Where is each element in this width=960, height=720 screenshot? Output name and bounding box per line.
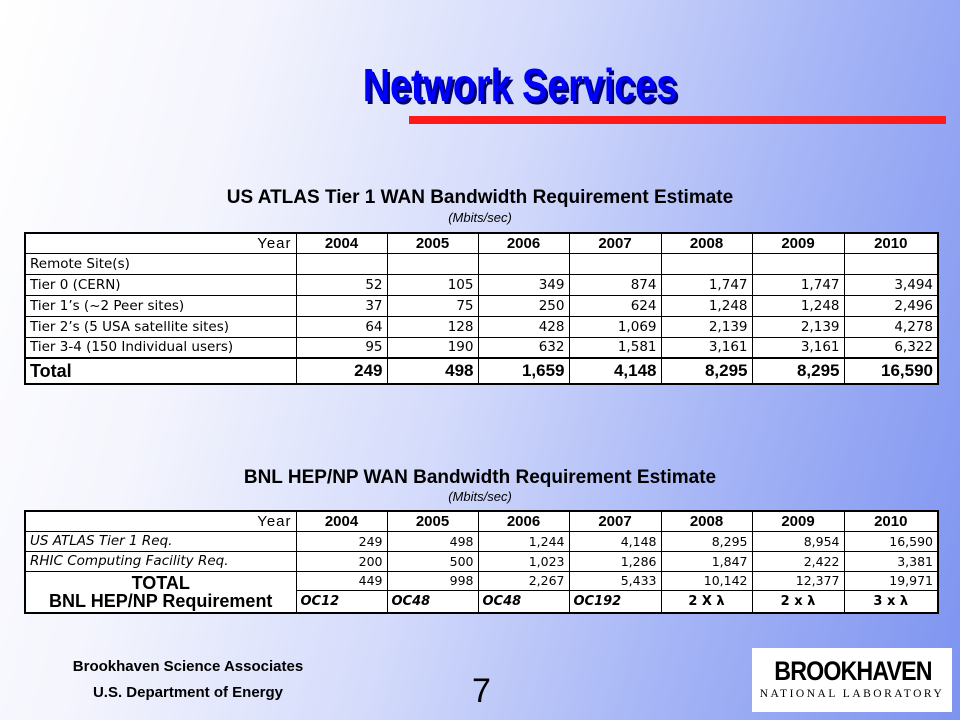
value-cell: 200 — [296, 551, 387, 571]
section-label: Remote Site(s) — [25, 253, 296, 274]
table1-year-row — [25, 233, 938, 253]
value-cell: 2,496 — [844, 295, 938, 316]
year-cell: 2005 — [387, 233, 478, 253]
total-cell: 16,590 — [844, 358, 938, 384]
year-cell: 2008 — [661, 511, 752, 531]
circuit-cell: OC48 — [387, 591, 478, 613]
value-cell: 6,322 — [844, 337, 938, 358]
total-cell: 10,142 — [661, 571, 752, 591]
year-cell: 2004 — [296, 233, 387, 253]
page-number: 7 — [472, 672, 491, 710]
year-cell: 2004 — [296, 511, 387, 531]
value-cell: 874 — [569, 274, 661, 295]
total-cell: 8,295 — [752, 358, 844, 384]
circuit-cell: OC48 — [478, 591, 569, 613]
year-cell: 2008 — [661, 233, 752, 253]
table-row — [25, 316, 938, 337]
circuit-cell: 2 x λ — [752, 591, 844, 613]
value-cell: 632 — [478, 337, 569, 358]
value-cell: 105 — [387, 274, 478, 295]
logo-subtitle: NATIONAL LABORATORY — [759, 688, 945, 700]
total-label-line2: BNL HEP/NP Requirement — [49, 590, 273, 611]
table2-heading: BNL HEP/NP WAN Bandwidth Requirement Estimate — [243, 467, 717, 488]
value-cell: 2,422 — [752, 551, 844, 571]
table1-heading: US ATLAS Tier 1 WAN Bandwidth Requirement Estimate — [226, 187, 734, 208]
year-header: Year — [25, 233, 296, 253]
year-cell: 2006 — [478, 511, 569, 531]
table-row — [25, 551, 938, 571]
total-row — [25, 571, 938, 591]
row-label: RHIC Computing Facility Req. — [25, 551, 296, 571]
total-row — [25, 358, 938, 384]
row-label: Tier 3-4 (150 Individual users) — [25, 337, 296, 358]
value-cell: 37 — [296, 295, 387, 316]
year-cell: 2010 — [844, 511, 938, 531]
year-cell: 2010 — [844, 233, 938, 253]
value-cell: 1,747 — [752, 274, 844, 295]
circuit-cell: 3 x λ — [844, 591, 938, 613]
value-cell: 1,286 — [569, 551, 661, 571]
table-row — [25, 531, 938, 551]
value-cell: 1,581 — [569, 337, 661, 358]
value-cell: 190 — [387, 337, 478, 358]
total-cell: 5,433 — [569, 571, 661, 591]
value-cell: 349 — [478, 274, 569, 295]
value-cell: 52 — [296, 274, 387, 295]
value-cell: 8,295 — [661, 531, 752, 551]
year-cell: 2005 — [387, 511, 478, 531]
value-cell: 3,494 — [844, 274, 938, 295]
value-cell: 1,244 — [478, 531, 569, 551]
year-cell: 2007 — [569, 233, 661, 253]
total-cell: 19,971 — [844, 571, 938, 591]
row-label: Tier 2’s (5 USA satellite sites) — [25, 316, 296, 337]
total-cell: 998 — [387, 571, 478, 591]
year-cell: 2007 — [569, 511, 661, 531]
value-cell: 3,381 — [844, 551, 938, 571]
circuit-cell: OC192 — [569, 591, 661, 613]
value-cell: 95 — [296, 337, 387, 358]
title-underline-rule — [409, 116, 946, 124]
value-cell: 498 — [387, 531, 478, 551]
brookhaven-logo — [752, 648, 952, 712]
value-cell: 1,747 — [661, 274, 752, 295]
row-label: Tier 1’s (~2 Peer sites) — [25, 295, 296, 316]
value-cell: 4,148 — [569, 531, 661, 551]
total-requirement-label — [25, 571, 296, 613]
value-cell: 1,248 — [661, 295, 752, 316]
total-label: Total — [25, 358, 296, 384]
table1-section-row — [25, 253, 938, 274]
value-cell: 3,161 — [661, 337, 752, 358]
value-cell: 3,161 — [752, 337, 844, 358]
bnl-hep-np-bandwidth-table — [24, 510, 939, 614]
table1-units: (Mbits/sec) — [448, 210, 512, 225]
circuit-cell: 2 X λ — [661, 591, 752, 613]
table2-year-row — [25, 511, 938, 531]
total-cell: 2,267 — [478, 571, 569, 591]
logo-wordmark: BROOKHAVEN — [774, 656, 932, 686]
footer-organization: Brookhaven Science Associates — [72, 658, 304, 675]
value-cell: 1,023 — [478, 551, 569, 571]
circuit-cell: OC12 — [296, 591, 387, 613]
value-cell: 428 — [478, 316, 569, 337]
footer-department: U.S. Department of Energy — [92, 684, 284, 701]
value-cell: 8,954 — [752, 531, 844, 551]
year-cell: 2006 — [478, 233, 569, 253]
total-cell: 498 — [387, 358, 478, 384]
table2-units: (Mbits/sec) — [448, 489, 512, 504]
value-cell: 500 — [387, 551, 478, 571]
value-cell: 2,139 — [661, 316, 752, 337]
year-cell: 2009 — [752, 511, 844, 531]
table-row — [25, 337, 938, 358]
table-row — [25, 274, 938, 295]
us-atlas-bandwidth-table — [24, 232, 939, 385]
value-cell: 128 — [387, 316, 478, 337]
value-cell: 624 — [569, 295, 661, 316]
total-cell: 4,148 — [569, 358, 661, 384]
value-cell: 1,069 — [569, 316, 661, 337]
total-cell: 449 — [296, 571, 387, 591]
value-cell: 249 — [296, 531, 387, 551]
total-label-line1: TOTAL — [131, 572, 190, 593]
value-cell: 64 — [296, 316, 387, 337]
value-cell: 1,847 — [661, 551, 752, 571]
row-label: Tier 0 (CERN) — [25, 274, 296, 295]
total-cell: 12,377 — [752, 571, 844, 591]
total-cell: 8,295 — [661, 358, 752, 384]
value-cell: 16,590 — [844, 531, 938, 551]
value-cell: 4,278 — [844, 316, 938, 337]
row-label: US ATLAS Tier 1 Req. — [25, 531, 296, 551]
value-cell: 250 — [478, 295, 569, 316]
value-cell: 1,248 — [752, 295, 844, 316]
slide-title: Network Services — [362, 59, 678, 111]
value-cell: 2,139 — [752, 316, 844, 337]
year-cell: 2009 — [752, 233, 844, 253]
table-row — [25, 295, 938, 316]
total-cell: 249 — [296, 358, 387, 384]
value-cell: 75 — [387, 295, 478, 316]
year-header: Year — [25, 511, 296, 531]
total-cell: 1,659 — [478, 358, 569, 384]
